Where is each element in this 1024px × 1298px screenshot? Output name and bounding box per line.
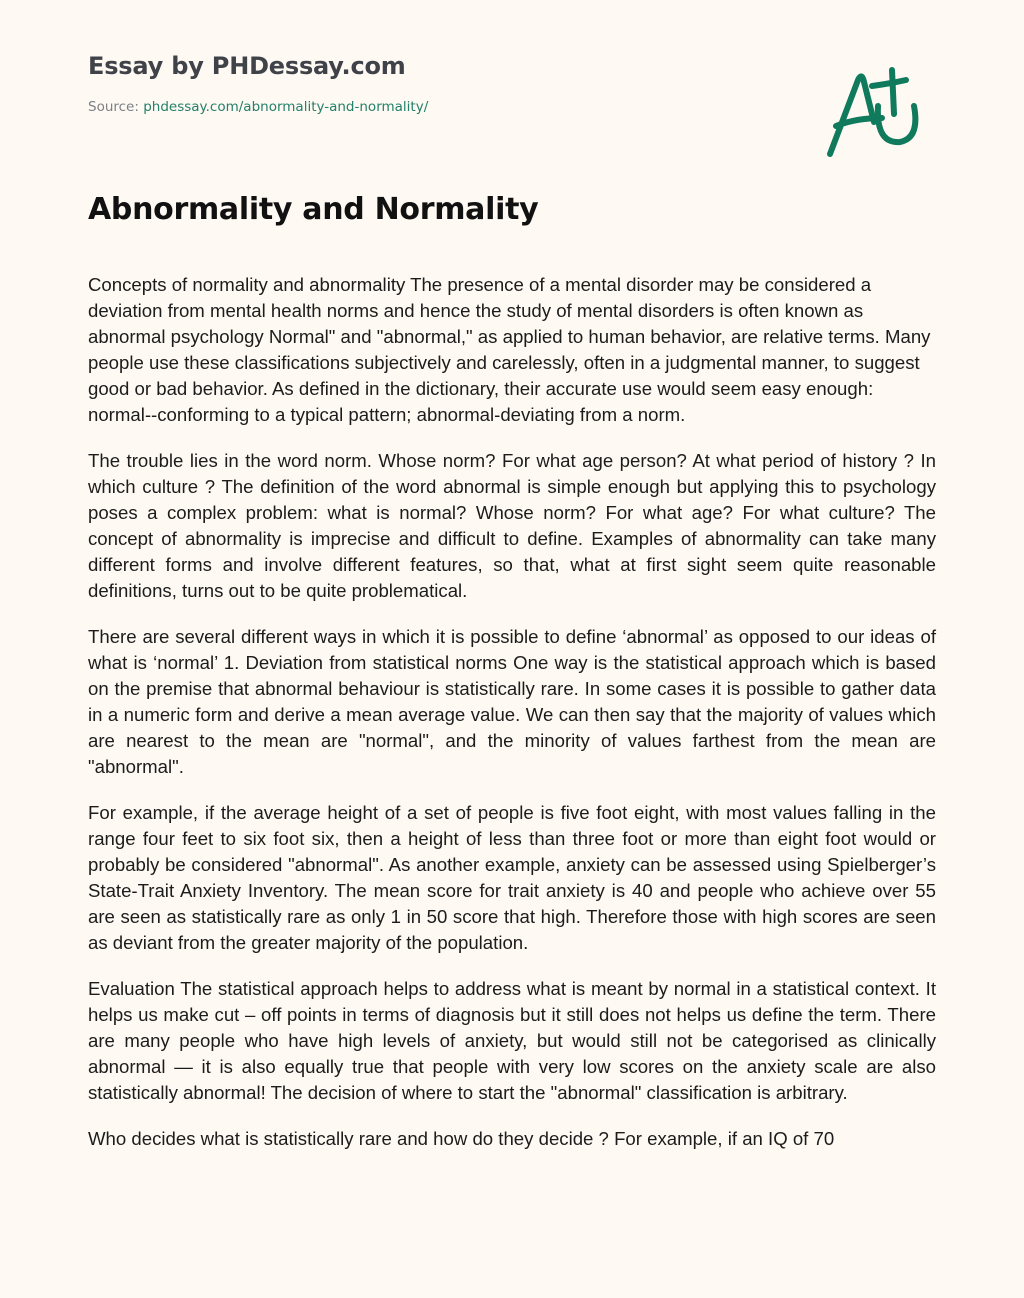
- article-paragraph: Evaluation The statistical approach helps to address what is meant by normal in a statistical context. It helps us make cut – off points in terms of diagnosis but it still does not helps us define the term. There are many people who have high levels of anxiety, but would still not be categorised as clinically abnormal — it is also equally true that people with very low scores on the anxiety scale are also statistically abnormal! The decision of where to start the "abnormal" classification is arbitrary.: [88, 978, 936, 1103]
- page-title: Abnormality and Normality: [88, 192, 539, 227]
- article-paragraph: The trouble lies in the word norm. Whose norm? For what age person? At what period of history ? In which culture ? The definition of the word abnormal is simple enough but applying this to psychology poses a complex problem: what is normal? Whose norm? For what age? For what culture? The concept of abnormality is imprecise and difficult to define. Examples of abnormality can take many different forms and involve different features, so that, what at first sight seem quite reasonable definitions, turns out to be quite problematical.: [88, 450, 936, 601]
- source-label: Source:: [88, 99, 139, 115]
- source-link[interactable]: phdessay.com/abnormality-and-normality/: [143, 99, 429, 115]
- article-paragraph: For example, if the average height of a set of people is five foot eight, with most values falling in the range four feet to six foot six, then a height of less than three foot or more than eight foot would or probably be considered "abnormal". As another example, anxiety can be assessed using Spielberger’s State-Trait Anxiety Inventory. The mean score for trait anxiety is 40 and people who achieve over 55 are seen as statistically rare as only 1 in 50 score that high. Therefore those with high scores are seen as deviant from the greater majority of the population.: [88, 802, 936, 953]
- article-paragraph: Who decides what is statistically rare and how do they decide ? For example, if an IQ of 70: [88, 1128, 835, 1149]
- article-body: [88, 272, 936, 1172]
- article-paragraph: Concepts of normality and abnormality The presence of a mental disorder may be considered a deviation from mental health norms and hence the study of mental disorders is often known as abnormal psychology Normal" and "abnormal," as applied to human behavior, are relative terms. Many people use these classifications subjectively and carelessly, often in a judgmental manner, to suggest good or bad behavior. As defined in the dictionary, their accurate use would seem easy enough: normal--conforming to a typical pattern; abnormal-deviating from a norm.: [88, 274, 931, 425]
- article-paragraph: There are several different ways in which it is possible to define ‘abnormal’ as opposed to our ideas of what is ‘normal’ 1. Deviation from statistical norms One way is the statistical approach which is based on the premise that abnormal behaviour is statistically rare. In some cases it is possible to gather data in a numeric form and derive a mean average value. We can then say that the majority of values which are nearest to the mean are "normal", and the minority of values farthest from the mean are "abnormal".: [88, 626, 936, 777]
- site-title: Essay by PHDessay.com: [88, 52, 406, 80]
- a-plus-grade-icon: [822, 62, 932, 162]
- source-line: [88, 98, 788, 116]
- site-header: [88, 50, 788, 116]
